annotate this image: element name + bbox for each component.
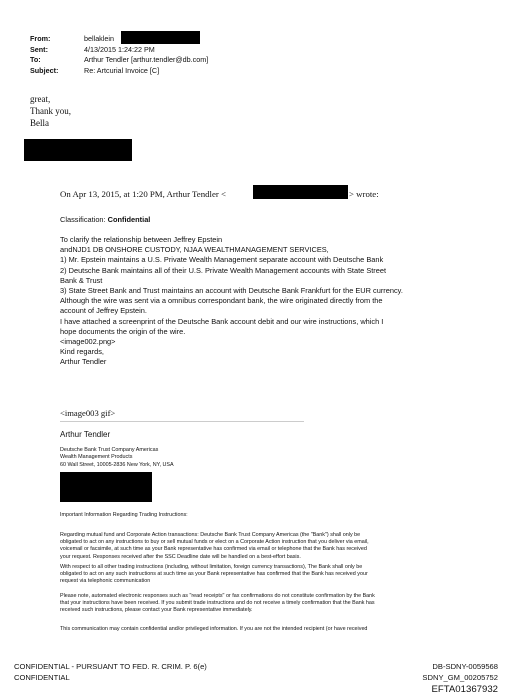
quote-intro: On Apr 13, 2015, at 1:20 PM, Arthur Tendler < [60, 189, 226, 199]
to-label: To: [30, 55, 41, 64]
footer-efta-number: EFTA01367932 [431, 684, 498, 695]
quoted-line: Bank & Trust [60, 275, 103, 285]
disclaimer-line: that your instructions have been received. If you submit trade instructions and do not receive a timely confirmation that the Bank has [60, 600, 375, 607]
redaction-box [121, 31, 200, 44]
classification-value: Confidential [107, 215, 151, 224]
quoted-line: hope documents the origin of the wire. [60, 326, 186, 336]
quoted-line: account of Jeffrey Epstein. [60, 306, 147, 316]
from-label: From: [30, 34, 51, 43]
signature-division: Wealth Management Products [60, 454, 133, 460]
footer-bates-db: DB-SDNY-0059568 [432, 662, 498, 671]
disclaimer-heading: Important Information Regarding Trading Instructions: [60, 512, 188, 518]
quoted-line: 3) State Street Bank and Trust maintains an account with Deutsche Bank Frankfurt for the EUR currency. [60, 286, 403, 295]
classification-line [60, 215, 150, 224]
disclaimer-line: voicemail or facsimile, at such time as your Bank representative has confirmed via email or telephone that the Bank has received [60, 546, 367, 553]
classification-label: Classification: [60, 215, 108, 224]
footer-confidential: CONFIDENTIAL [14, 673, 70, 682]
sent-value: 4/13/2015 1:24:22 PM [84, 45, 155, 54]
quoted-line: 1) Mr. Epstein maintains a U.S. Private Wealth Management separate account with Deutsche Bank [60, 255, 384, 265]
disclaimer-line: received such instructions, please contact your Bank representative immediately. [60, 607, 253, 614]
reply-line: Thank you, [30, 106, 71, 116]
quoted-line: To clarify the relationship between Jeffrey Epstein [60, 235, 223, 244]
signature-address: 60 Wall Street, 10005-2836 New York, NY, USA [60, 462, 174, 468]
signature-name: Arthur Tendler [60, 430, 111, 439]
footer-bates-sdny: SDNY_GM_00205752 [422, 673, 498, 682]
signature-company: Deutsche Bank Trust Company Americas [60, 447, 159, 453]
disclaimer-line: With respect to all other trading instructions (including, without limitation, foreign currency transactions), The Bank shall only be [60, 564, 363, 570]
to-value: Arthur Tendler [arthur.tendler@db.com] [84, 55, 209, 64]
quoted-line: I have attached a screenprint of the Deutsche Bank account debit and our wire instructions, which I [60, 316, 384, 326]
quoted-line: Kind regards, [60, 347, 104, 357]
image003-placeholder: <image003 gif> [60, 408, 116, 418]
reply-line: great, [30, 94, 51, 104]
subject-label: Subject: [30, 66, 59, 75]
redaction-box [253, 185, 348, 199]
sent-label: Sent: [30, 45, 48, 54]
from-value: bellaklein [84, 34, 114, 43]
disclaimer-line: Regarding mutual fund and Corporate Action transactions: Deutsche Bank Trust Company Americas (the "Bank") shall only be [60, 532, 361, 538]
divider [60, 421, 304, 422]
subject-value: Re: Artcurial Invoice [C] [84, 66, 160, 75]
quote-intro-end: > wrote: [349, 189, 379, 199]
quoted-line: 2) Deutsche Bank maintains all of their U.S. Private Wealth Management accounts with State Street [60, 265, 387, 275]
quoted-line: Arthur Tendler [60, 357, 107, 367]
reply-signature: Bella [30, 118, 49, 128]
redaction-box [24, 139, 132, 161]
footer-confidential-notice: CONFIDENTIAL - PURSUANT TO FED. R. CRIM. P. 6(e) [14, 662, 207, 671]
quoted-line: Although the wire was sent via a omnibus correspondant bank, the wire originated directly from the [60, 296, 383, 306]
quoted-line: <image002.png> [60, 337, 116, 346]
disclaimer-line: Please note, automated electronic responses such as "read receipts" or fax confirmations do not constitute confirmation by the Bank [60, 593, 375, 599]
disclaimer-line: obligated to act on any such instructions at such time as your Bank representative has confirmed that the Bank has received your [60, 571, 368, 578]
disclaimer-line: obligated to act on any instructions to buy or sell mutual funds or elect on a Corporate Action instruction that you deliver via email, [60, 539, 369, 546]
quoted-line: andNJD1 DB ONSHORE CUSTODY, NJAA WEALTHMANAGEMENT SERVICES, [60, 245, 329, 255]
disclaimer-line: request via telephonic communication [60, 578, 151, 585]
disclaimer-paragraph: This communication may contain confidential and/or privileged information. If you are not the intended recipient (or have received [60, 626, 368, 632]
redaction-box [60, 472, 152, 502]
disclaimer-line: your request. Responses received after the SSC Deadline date will be handled on a best-effort basis. [60, 553, 301, 560]
